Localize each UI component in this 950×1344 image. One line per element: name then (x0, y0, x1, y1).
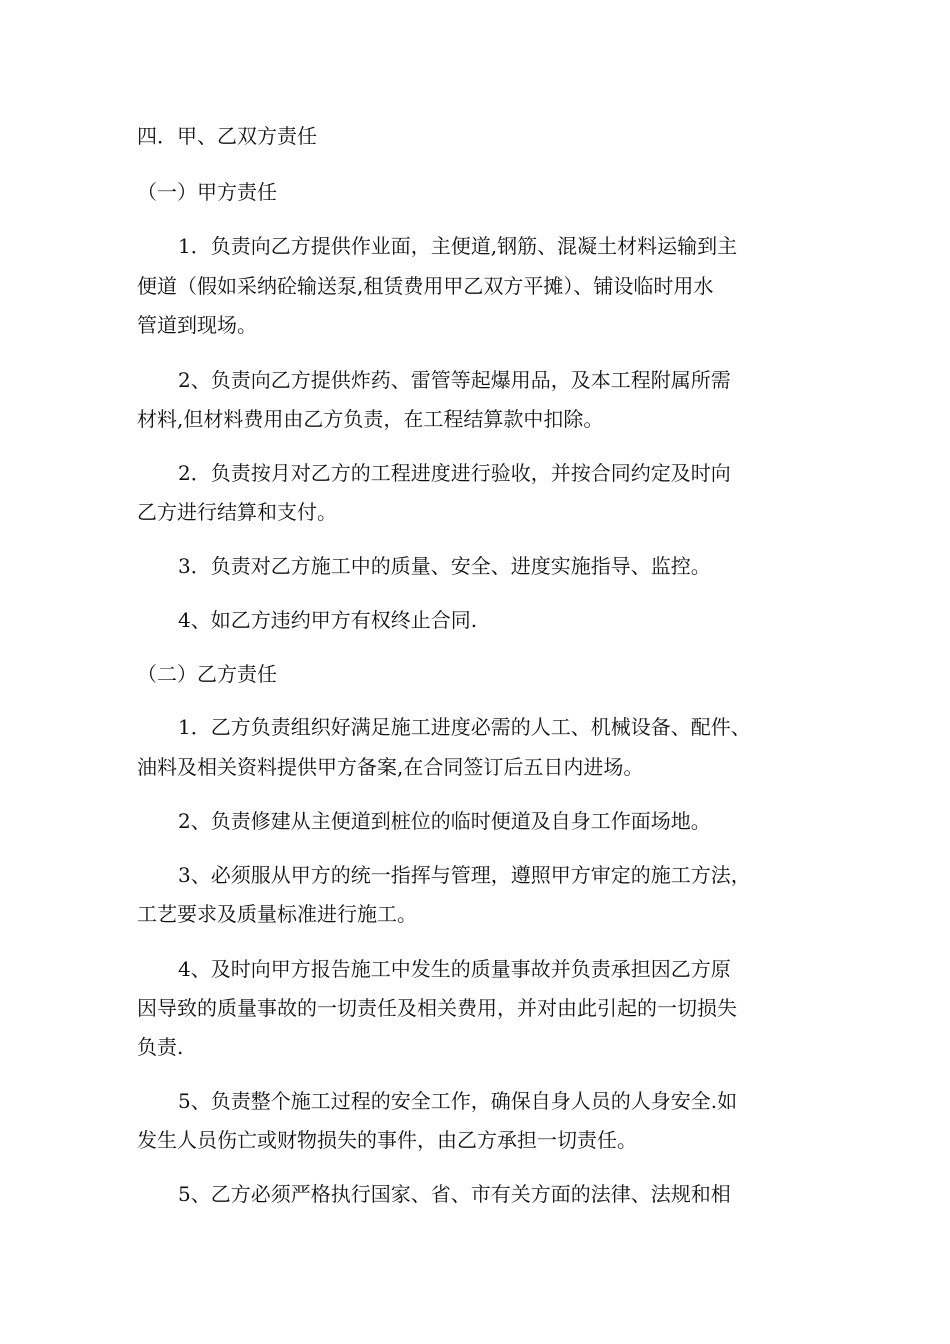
party-a-item-3-line-2: 乙方进行结算和支付。 (137, 500, 337, 524)
party-b-item-5-line-2: 发生人员伤亡或财物损失的事件，由乙方承担一切责任。 (137, 1128, 637, 1152)
party-a-item-1-line-1: 1．负责向乙方提供作业面，主便道,钢筋、混凝土材料运输到主 (178, 234, 738, 258)
party-a-item-3-line-1: 2．负责按月对乙方的工程进度进行验收，并按合同约定及时向 (178, 461, 731, 485)
party-b-item-6-line-1: 5、乙方必须严格执行国家、省、市有关方面的法律、法规和相 (178, 1182, 731, 1206)
party-b-heading: （二）乙方责任 (137, 662, 277, 686)
party-a-item-1-line-3: 管道到现场。 (137, 313, 257, 337)
party-a-item-2-line-1: 2、负责向乙方提供炸药、雷管等起爆用品，及本工程附属所需 (178, 368, 731, 392)
party-a-item-2-line-2: 材料,但材料费用由乙方负责，在工程结算款中扣除。 (137, 407, 604, 431)
section-title: 四．甲、乙双方责任 (137, 124, 317, 148)
party-a-item-1-line-2: 便道（假如采纳砼输送泵,租赁费用甲乙双方平摊）、铺设临时用水 (137, 274, 714, 298)
party-b-item-4-line-3: 负责. (137, 1035, 184, 1059)
party-a-heading: （一）甲方责任 (137, 180, 277, 204)
party-b-item-5-line-1: 5、负责整个施工过程的安全工作，确保自身人员的人身安全.如 (178, 1089, 738, 1113)
party-a-item-5-line-1: 4、如乙方违约甲方有权终止合同. (178, 608, 478, 632)
party-b-item-3-line-2: 工艺要求及质量标准进行施工。 (137, 902, 417, 926)
party-a-item-4-line-1: 3．负责对乙方施工中的质量、安全、进度实施指导、监控。 (178, 554, 711, 578)
party-b-item-2-line-1: 2、负责修建从主便道到桩位的临时便道及自身工作面场地。 (178, 809, 711, 833)
party-b-item-3-line-1: 3、必须服从甲方的统一指挥与管理，遵照甲方审定的施工方法， (178, 863, 751, 887)
party-b-item-4-line-1: 4、及时向甲方报告施工中发生的质量事故并负责承担因乙方原 (178, 957, 731, 981)
party-b-item-1-line-1: 1．乙方负责组织好满足施工进度必需的人工、机械设备、配件、 (178, 715, 751, 739)
party-b-item-4-line-2: 因导致的质量事故的一切责任及相关费用，并对由此引起的一切损失 (137, 996, 737, 1020)
party-b-item-1-line-2: 油料及相关资料提供甲方备案,在合同签订后五日内进场。 (137, 755, 644, 779)
